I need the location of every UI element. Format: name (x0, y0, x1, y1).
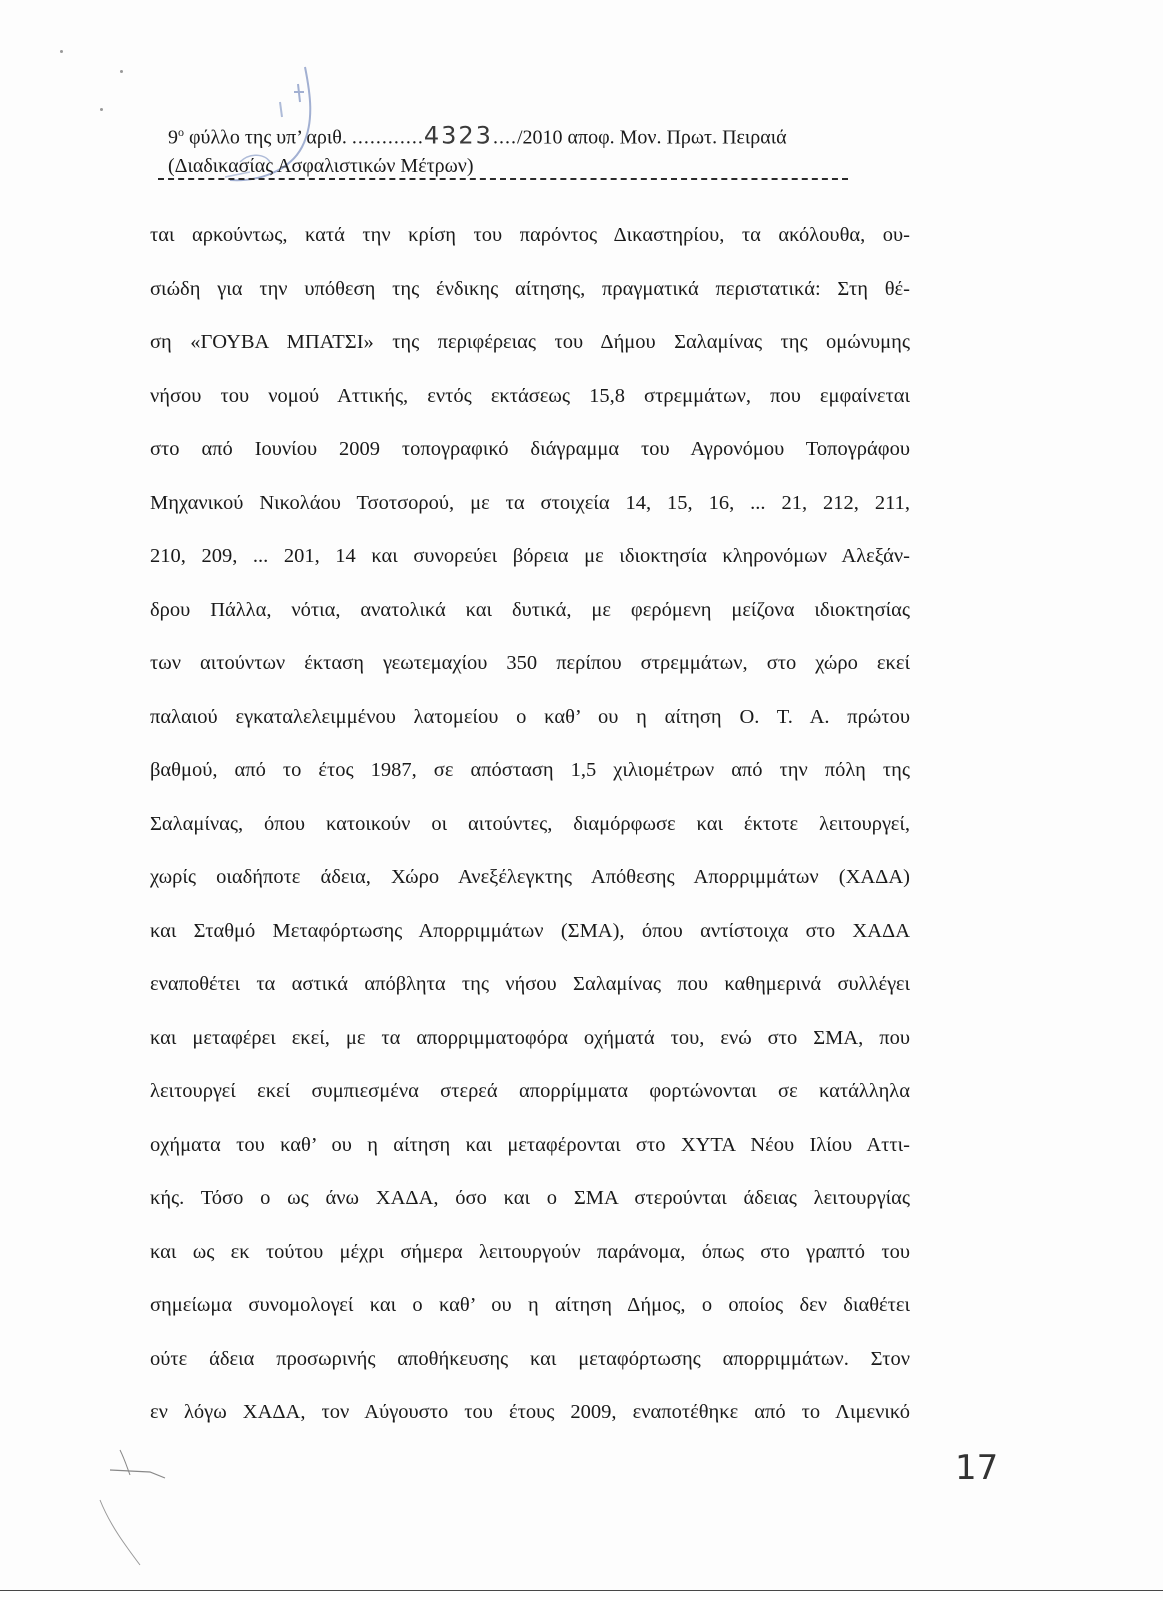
handwritten-decision-number: 4323 (423, 121, 493, 150)
body-line: στο από Ιουνίου 2009 τοπογραφικό διάγραμμα του Αγρονόμου Τοπογράφου (150, 438, 910, 460)
body-line: και μεταφέρει εκεί, με τα απορριμματοφόρα οχήματά του, ενώ στο ΣΜΑ, που (150, 1026, 910, 1049)
scan-speck (60, 50, 63, 53)
decision-suffix: /2010 αποφ. Μον. Πρωτ. Πειραιά (516, 126, 787, 149)
body-line: οχήματα του καθ’ ου η αίτηση και μεταφέρονται στο ΧΥΤΑ Νέου Ιλίου Αττι- (150, 1133, 910, 1156)
document-header (168, 118, 1008, 180)
body-line: Σαλαμίνας, όπου κατοικούν οι αιτούντες, διαμόρφωσε και έκτοτε λειτουργεί, (150, 812, 910, 835)
body-line: εν λόγω ΧΑΔΑ, τον Αύγουστο του έτους 2009, εναποτέθηκε από το Λιμενικό (150, 1401, 910, 1423)
body-line: κής. Τόσο ο ως άνω ΧΑΔΑ, όσο και ο ΣΜΑ στερούνται άδειας λειτουργίας (150, 1187, 910, 1209)
header-line-1 (168, 118, 1008, 152)
body-text (150, 218, 910, 1449)
scan-speck (100, 108, 103, 111)
body-line: των αιτούντων έκταση γεωτεμαχίου 350 περίπου στρεμμάτων, στο χώρο εκεί (150, 652, 910, 674)
body-line: εναποθέτει τα αστικά απόβλητα της νήσου Σαλαμίνας που καθημερινά συλλέγει (150, 973, 910, 995)
scan-edge-line (0, 1590, 1163, 1591)
body-line: και ως εκ τούτου μέχρι σήμερα λειτουργούν παράνομα, όπως στο γραπτό του (150, 1240, 910, 1263)
body-line: βαθμού, από το έτος 1987, σε απόσταση 1,5 χιλιομέτρων από την πόλη της (150, 759, 910, 781)
dots-right: .... (492, 126, 517, 149)
body-line: παλαιού εγκαταλελειμμένου λατομείου ο καθ’ ου η αίτηση Ο. Τ. Α. πρώτου (150, 705, 910, 728)
body-line: σημείωμα συνομολογεί και ο καθ’ ου η αίτηση Δήμος, ο οποίος δεν διαθέτει (150, 1294, 910, 1316)
dots-left: ............ (351, 126, 424, 149)
sheet-number: 9 (168, 126, 178, 149)
pen-mark (80, 1430, 200, 1570)
sheet-superscript: ο (178, 125, 184, 139)
body-line: χωρίς οιαδήποτε άδεια, Χώρο Ανεξέλεγκτης Απόθεσης Απορριμμάτων (ΧΑΔΑ) (150, 866, 910, 888)
body-line: δρου Πάλλα, νότια, ανατολικά και δυτικά, με φερόμενη μείζονα ιδιοκτησίας (150, 598, 910, 621)
scan-speck (120, 70, 123, 73)
body-line: 210, 209, ... 201, 14 και συνορεύει βόρεια με ιδιοκτησία κληρονόμων Αλεξάν- (150, 545, 910, 567)
sheet-text: φύλλο της υπ’ αριθ. (184, 126, 352, 149)
header-divider (158, 178, 848, 180)
header-line-2: (Διαδικασίας Ασφαλιστικών Μέτρων) (168, 154, 474, 177)
body-line: ση «ΓΟΥΒΑ ΜΠΑΤΣΙ» της περιφέρειας του Δήμου Σαλαμίνας της ομώνυμης (150, 331, 910, 353)
body-line: ται αρκούντως, κατά την κρίση του παρόντος Δικαστηρίου, τα ακόλουθα, ου- (150, 224, 910, 246)
body-line: ούτε άδεια προσωρινής αποθήκευσης και μεταφόρτωσης απορριμμάτων. Στον (150, 1347, 910, 1370)
body-line: λειτουργεί εκεί συμπιεσμένα στερεά απορρίμματα φορτώνονται σε κατάλληλα (150, 1080, 910, 1102)
body-line: νήσου του νομού Αττικής, εντός εκτάσεως 15,8 στρεμμάτων, που εμφαίνεται (150, 384, 910, 407)
handwritten-page-number: 17 (955, 1448, 999, 1488)
body-line: σιώδη για την υπόθεση της ένδικης αίτησης, πραγματικά περιστατικά: Στη θέ- (150, 277, 910, 300)
body-line: και Σταθμό Μεταφόρτωσης Απορριμμάτων (ΣΜΑ), όπου αντίστοιχα στο ΧΑΔΑ (150, 919, 910, 942)
body-line: Μηχανικού Νικολάου Τσοτσορού, με τα στοιχεία 14, 15, 16, ... 21, 212, 211, (150, 491, 910, 514)
